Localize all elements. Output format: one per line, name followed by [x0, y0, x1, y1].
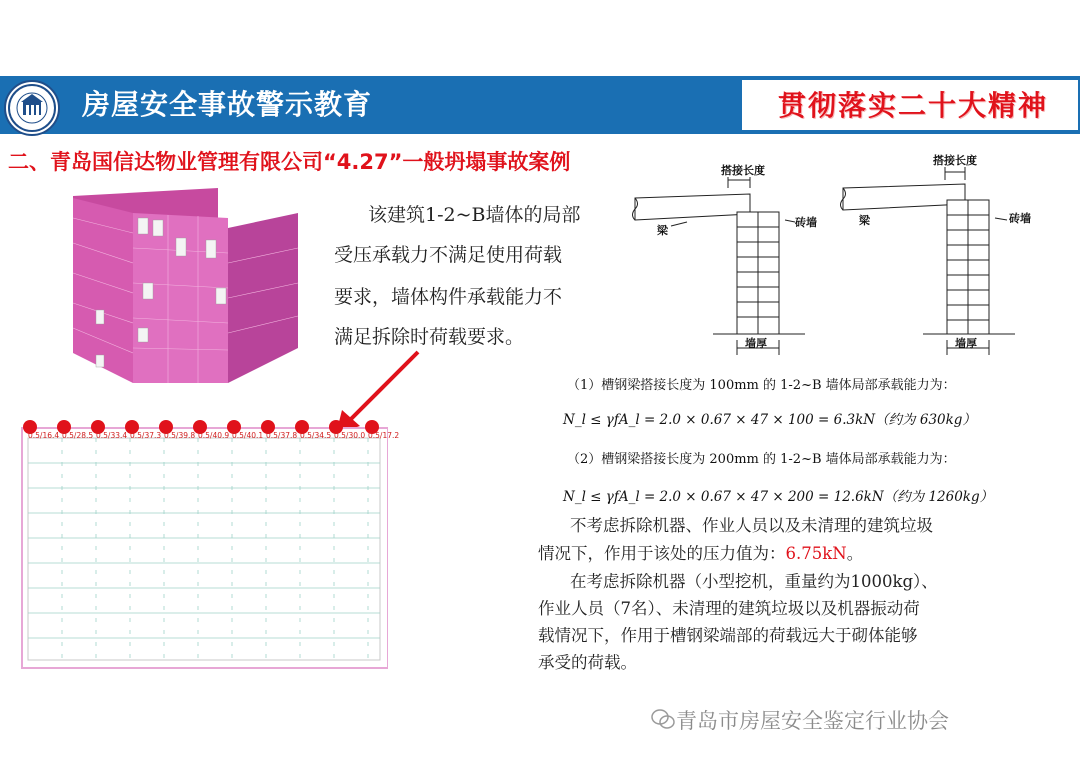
brick-wall-label: 砖墙: [1009, 212, 1031, 225]
paragraph1-line2: 情况下，作用于该处的压力值为：6.75kN。: [538, 544, 864, 563]
pressure-value: 6.75kN: [785, 544, 847, 563]
paragraph2-line1: 在考虑拆除机器（小型挖机，重量约为1000kg）、: [570, 572, 938, 591]
description-line-3: 要求，墙体构件承载能力不: [334, 286, 563, 308]
slogan-text: 贯彻落实二十大精神: [778, 89, 1049, 122]
overlap-length-label: 搭接长度: [721, 164, 765, 177]
description-line-2: 受压承载力不满足使用荷载: [334, 244, 563, 266]
wall-thickness-label: 墙厚: [745, 337, 767, 350]
wall-thickness-label: 墙厚: [955, 337, 977, 350]
association-logo: [4, 80, 60, 136]
page-title: 房屋安全事故警示教育: [82, 88, 373, 121]
wechat-icon: [651, 708, 675, 730]
floor-plan: [18, 418, 400, 670]
section-title: 二、青岛国信达物业管理有限公司“4.27”一般坍塌事故案例: [8, 150, 571, 174]
plan-label: 0.5/16.4: [28, 431, 60, 440]
case2-formula: N_l ≤ γfA_l = 2.0 × 0.67 × 47 × 200 = 12.6kN（约为 1260kg）: [563, 489, 994, 505]
plan-label: 0.5/30.0: [334, 431, 366, 440]
plan-label: 0.5/40.9: [198, 431, 230, 440]
description-line-1: 该建筑1-2~B墙体的局部: [368, 204, 581, 226]
case1-title: （1）槽钢梁搭接长度为 100mm 的 1-2~B 墙体局部承载能力为：: [567, 378, 956, 393]
beam-label: 梁: [859, 214, 870, 227]
plan-label: 0.5/34.5: [300, 431, 332, 440]
beam-label: 梁: [657, 224, 668, 237]
plan-label: 0.5/17.2: [368, 431, 400, 440]
case2-title: （2）槽钢梁搭接长度为 200mm 的 1-2~B 墙体局部承载能力为：: [567, 452, 956, 467]
paragraph2-line3: 载情况下，作用于槽钢梁端部的荷载远大于砌体能够: [538, 626, 918, 645]
plan-label: 0.5/37.8: [266, 431, 298, 440]
case1-formula: N_l ≤ γfA_l = 2.0 × 0.67 × 47 × 100 = 6.3kN（约为 630kg）: [563, 412, 976, 428]
description-line-4: 满足拆除时荷载要求。: [334, 326, 525, 348]
plan-label: 0.5/28.5: [62, 431, 94, 440]
plan-label: 0.5/33.4: [96, 431, 128, 440]
overlap-length-label: 搭接长度: [933, 154, 977, 167]
paragraph1-line1: 不考虑拆除机器、作业人员以及未清理的建筑垃圾: [570, 516, 933, 535]
watermark-text: 青岛市房屋安全鉴定行业协会: [676, 709, 949, 733]
brick-wall-label: 砖墙: [795, 216, 817, 229]
paragraph2-line2: 作业人员（7名）、未清理的建筑垃圾以及机器振动荷: [538, 599, 920, 618]
plan-label: 0.5/39.8: [164, 431, 196, 440]
plan-label: 0.5/40.1: [232, 431, 264, 440]
paragraph2-line4: 承受的荷载。: [538, 653, 637, 672]
beam-wall-diagrams: [625, 150, 1075, 365]
building-3d-model: [68, 188, 303, 388]
plan-label: 0.5/37.3: [130, 431, 162, 440]
